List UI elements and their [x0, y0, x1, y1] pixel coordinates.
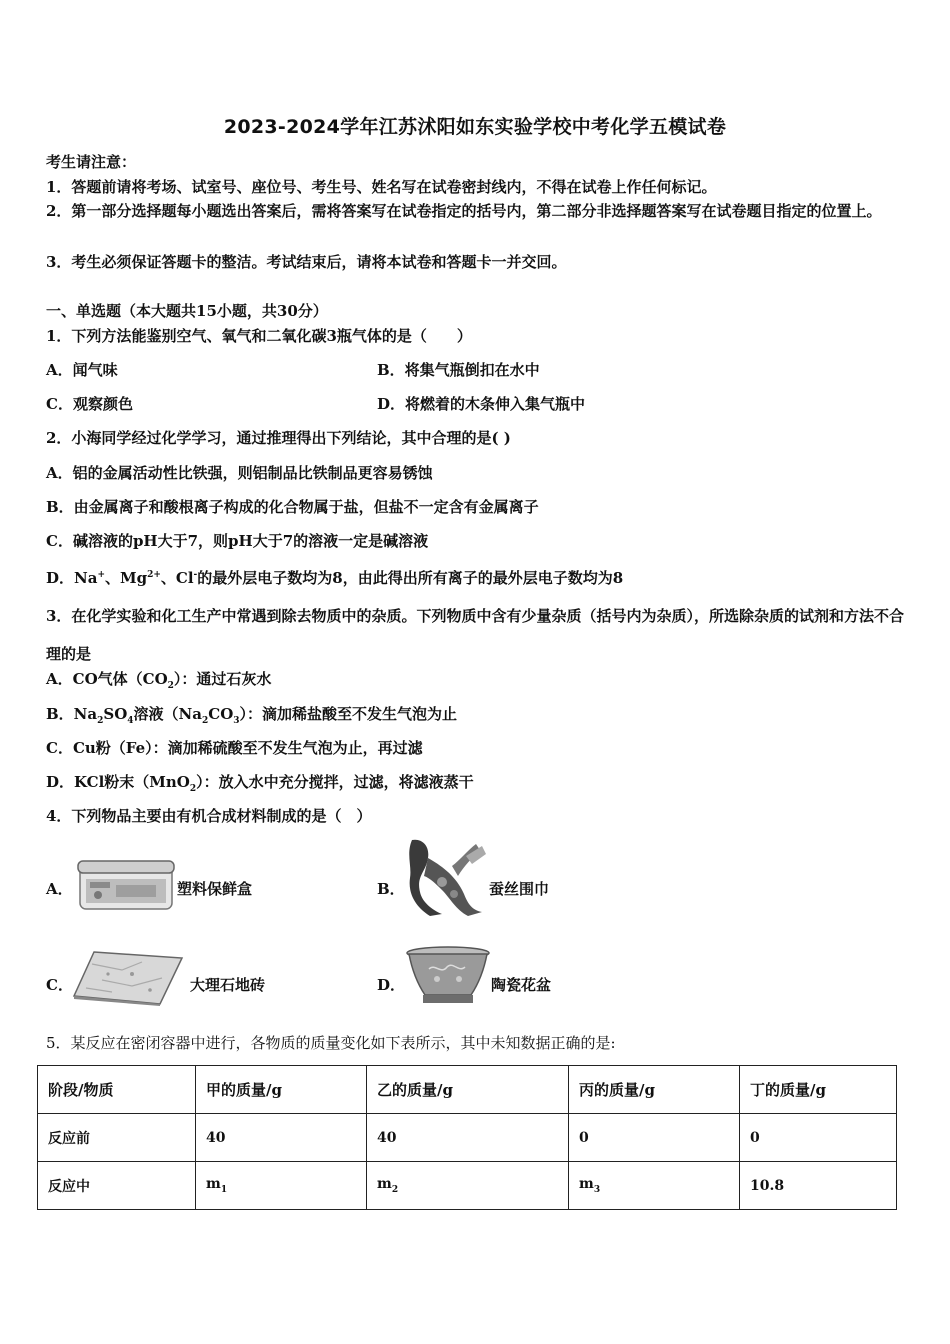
- q4-option-c-label: 大理石地砖: [190, 976, 266, 994]
- q4-option-a-label: 塑料保鲜盒: [177, 880, 253, 898]
- table-cell: 0: [569, 1114, 740, 1162]
- q1-option-c: C．观察颜色: [46, 395, 133, 413]
- table-cell: 40: [367, 1114, 569, 1162]
- table-header-cell: 阶段/物质: [38, 1066, 196, 1114]
- q4-option-d-letter: D．: [377, 976, 406, 994]
- q4-option-b-label: 蚕丝围巾: [489, 880, 550, 898]
- notice-item-2: 2．第一部分选择题每小题选出答案后，需将答案写在试卷指定的括号内，第二部分非选择题答案写在试卷题目指定的位置上。: [46, 202, 882, 220]
- silk-scarf-image: [402, 836, 492, 918]
- q4-option-b-letter: B．: [377, 880, 405, 898]
- table-header-cell: 乙的质量/g: [367, 1066, 569, 1114]
- mass-table: [37, 1065, 897, 1210]
- q2-stem: 2．小海同学经过化学学习，通过推理得出下列结论，其中合理的是( ): [46, 429, 511, 447]
- table-header-cell: 甲的质量/g: [196, 1066, 367, 1114]
- table-cell: 0: [740, 1114, 897, 1162]
- table-cell: $m_2$: [367, 1162, 569, 1210]
- ceramic-pot-image: [405, 945, 491, 1005]
- marble-tile-image: [72, 950, 184, 1006]
- q4-stem: 4．下列物品主要由有机合成材料制成的是（ ）: [46, 807, 372, 825]
- q1-stem: 1．下列方法能鉴别空气、氧气和二氧化碳3瓶气体的是（ ）: [46, 327, 472, 345]
- q4-option-d-label: 陶瓷花盆: [491, 976, 552, 994]
- table-row: [38, 1162, 897, 1210]
- table-cell: $m_3$: [569, 1162, 740, 1210]
- table-row: [38, 1066, 897, 1114]
- q2-option-b: B．由金属离子和酸根离子构成的化合物属于盐，但盐不一定含有金属离子: [46, 498, 539, 516]
- q2-option-d: D．Na+、$Mg^{2+}$、Cl-的最外层电子数均为8，由此得出所有离子的最外层电子数均为8: [46, 569, 624, 587]
- q3-option-c: C．Cu粉（Fe）：滴加稀硫酸至不发生气泡为止，再过滤: [46, 739, 423, 757]
- table-header-cell: 丁的质量/g: [740, 1066, 897, 1114]
- q1-option-b: B．将集气瓶倒扣在水中: [377, 361, 540, 379]
- notice-heading: 考生请注意：: [46, 153, 137, 171]
- section-heading: 一、单选题（本大题共15小题，共30分）: [46, 302, 328, 320]
- table-header-cell: 丙的质量/g: [569, 1066, 740, 1114]
- table-row: [38, 1114, 897, 1162]
- q3-stem: 3．在化学实验和化工生产中常遇到除去物质中的杂质。下列物质中含有少量杂质（括号内为杂质），所选除杂质的试剂和方法不合理的是: [46, 607, 904, 663]
- q1-option-d: D．将燃着的木条伸入集气瓶中: [377, 395, 586, 413]
- table-cell: 10.8: [740, 1162, 897, 1210]
- q3-option-b: B．$Na_2SO_4$溶液$(Na_2CO_3)$：滴加稀盐酸至不发生气泡为止: [46, 705, 458, 726]
- q3-option-a: A．CO气体$(CO_2)$：通过石灰水: [46, 670, 272, 691]
- q4-option-c-letter: C．: [46, 976, 73, 994]
- table-cell: 反应中: [38, 1162, 196, 1210]
- notice-item-1: 1．答题前请将考场、试室号、座位号、考生号、姓名写在试卷密封线内，不得在试卷上作任何标记。: [46, 178, 717, 196]
- notice-item-3: 3．考生必须保证答题卡的整洁。考试结束后，请将本试卷和答题卡一并交回。: [46, 253, 567, 271]
- q4-option-a-letter: A．: [46, 880, 73, 898]
- page-title: 2023-2024学年江苏沭阳如东实验学校中考化学五模试卷: [223, 116, 727, 138]
- q1-option-a: A．闻气味: [46, 361, 118, 379]
- table-cell: $m_1$: [196, 1162, 367, 1210]
- table-cell: 反应前: [38, 1114, 196, 1162]
- q2-option-a: A．铝的金属活动性比铁强，则铝制品比铁制品更容易锈蚀: [46, 464, 433, 482]
- q2-option-c: C．碱溶液的pH大于7，则pH大于7的溶液一定是碱溶液: [46, 532, 429, 550]
- plastic-box-image: [76, 855, 176, 913]
- q3-option-d: D．KCl粉末（MnO$_2$）：放入水中充分搅拌，过滤，将滤液蒸干: [46, 773, 474, 794]
- table-cell: 40: [196, 1114, 367, 1162]
- q5-stem: 5．某反应在密闭容器中进行，各物质的质量变化如下表所示，其中未知数据正确的是:: [46, 1034, 616, 1052]
